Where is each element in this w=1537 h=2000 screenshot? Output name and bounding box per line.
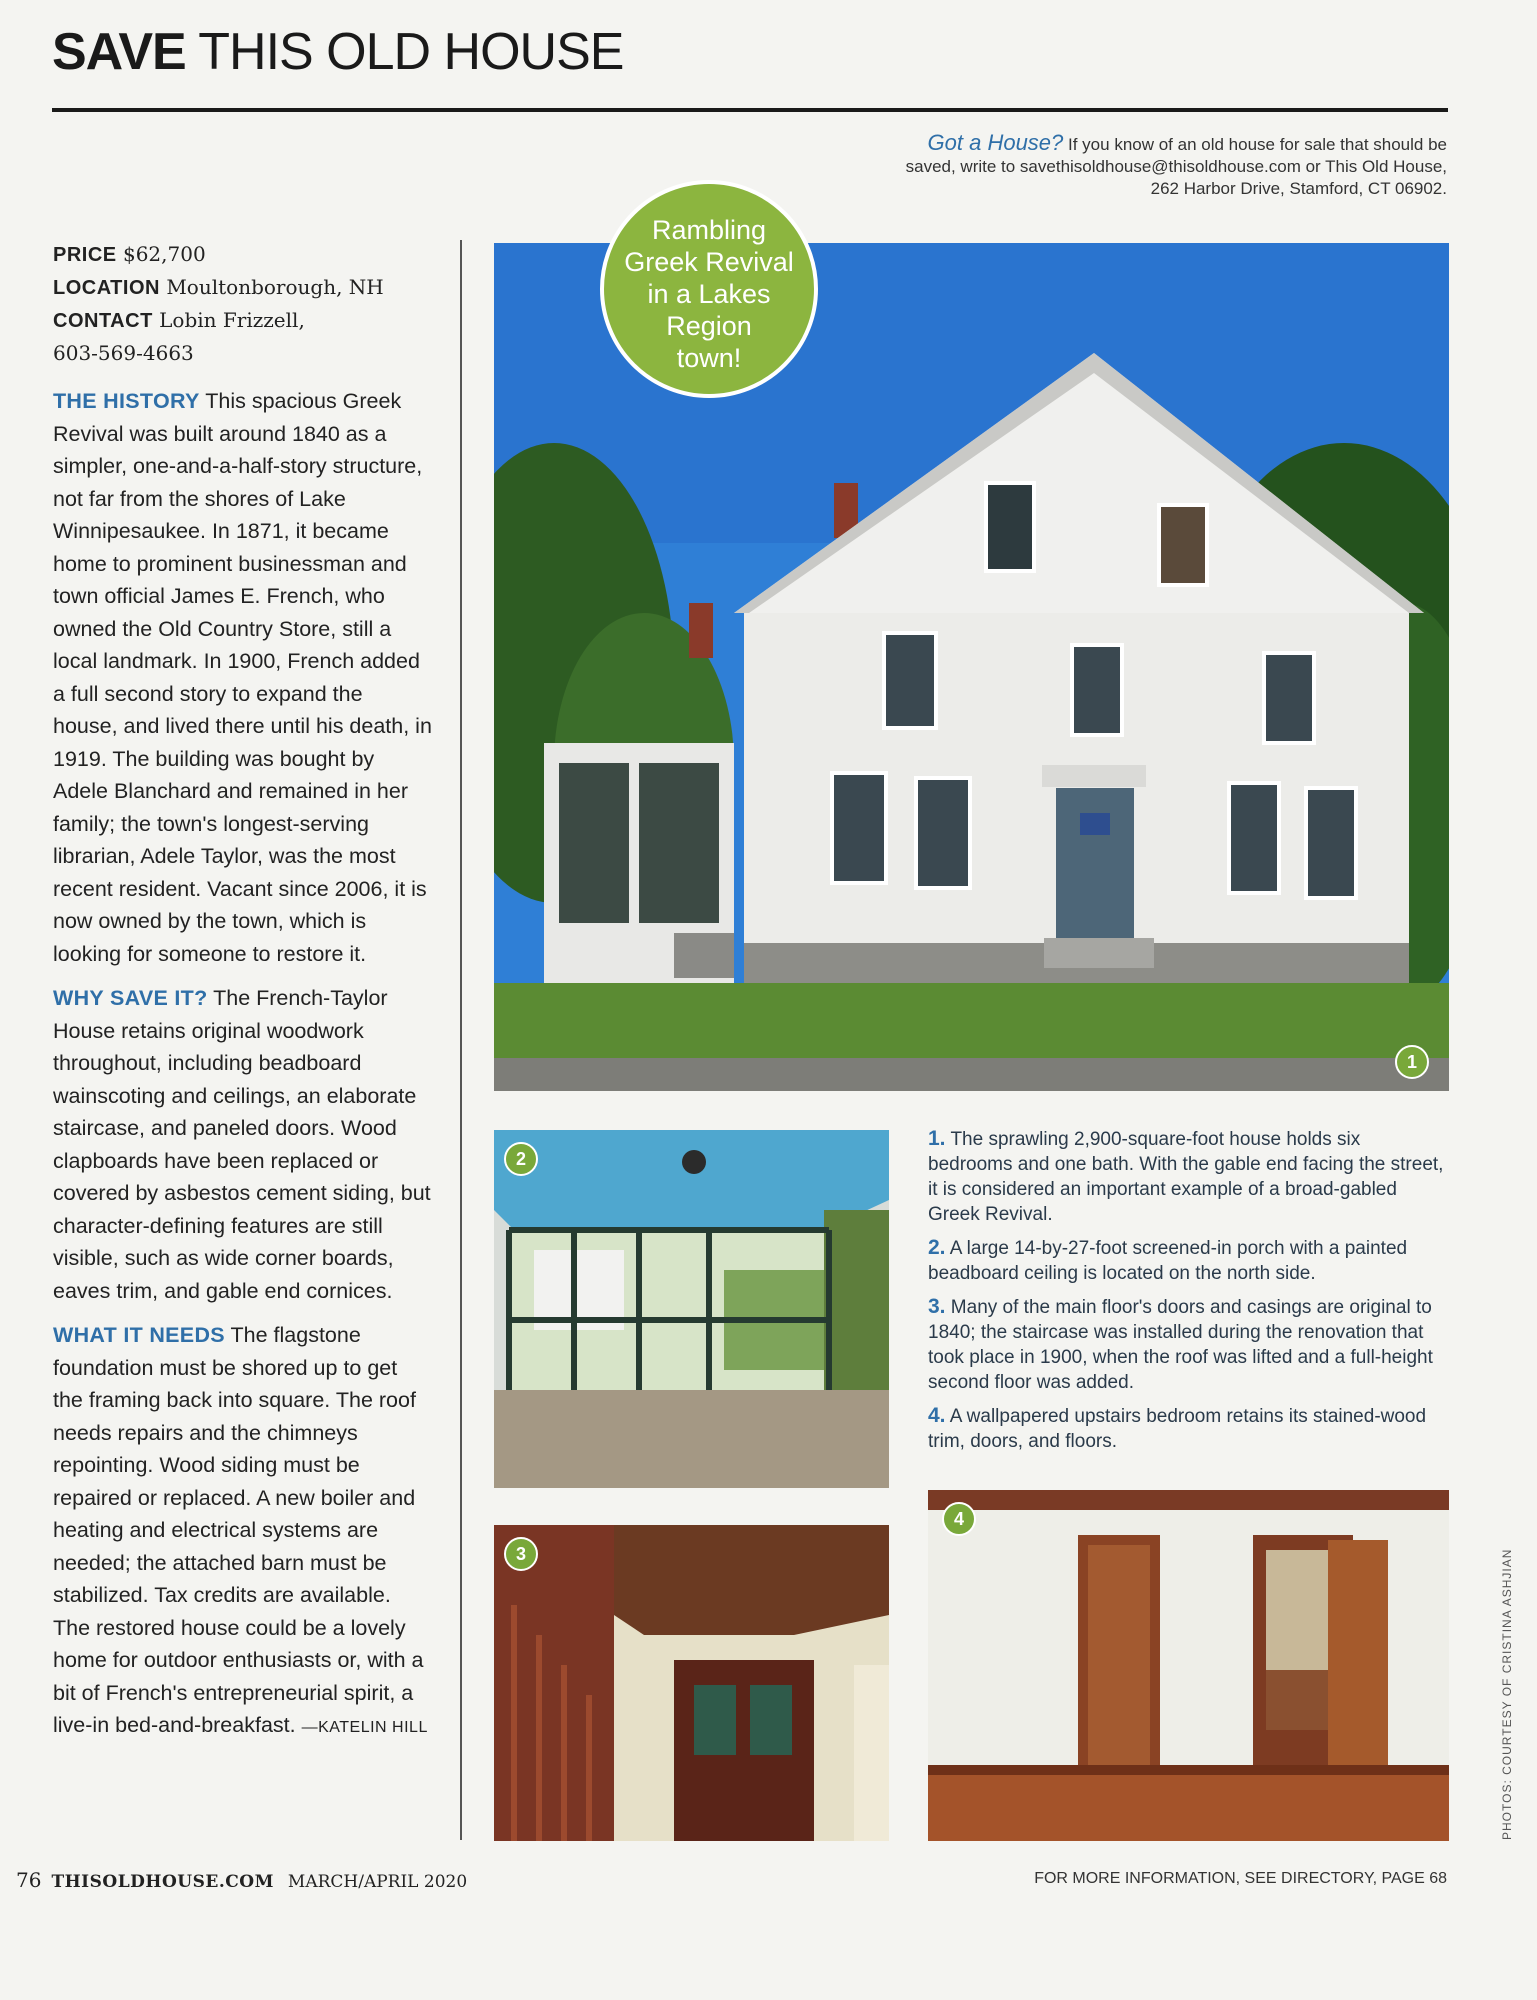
bedroom-illustration	[928, 1490, 1449, 1841]
needs-text: The flagstone foundation must be shored up to get the framing back into square. The roof needs repairs and the chimneys repointing. Wood siding must be repaired or replaced. A new boiler and heating and electrical systems are needed; the attached barn must be stabilized. Tax credits are available. The restored house could be a lovely home for outdoor enthusiasts or, with a bit of French's entrepreneurial spirit, a live-in bed-and-breakfast.	[53, 1323, 424, 1737]
footer-directory-note: FOR MORE INFORMATION, SEE DIRECTORY, PAGE 68	[1034, 1870, 1447, 1887]
why-paragraph	[53, 982, 433, 1307]
why-text: The French-Taylor House retains original woodwork throughout, including beadboard wainscoting and ceilings, an elaborate staircase, and paneled doors. Wood clapboards have been replaced or covered by asbestos cement siding, but character-defining features are still visible, such as wide corner boards, eaves trim, and gable end cornices.	[53, 986, 431, 1303]
section-title	[52, 22, 623, 82]
footer-issue: MARCH/APRIL 2020	[287, 1872, 468, 1892]
caption-1	[928, 1126, 1448, 1227]
phone-row: 603-569-4663	[53, 341, 194, 365]
got-a-house-text: If you know of an old house for sale that should be saved, write to savethisoldhouse@thisoldhouse.com or This Old House, 262 Harbor Drive, Stamford, CT 06902.	[905, 135, 1447, 198]
price-value: $62,700	[122, 242, 206, 266]
byline: —KATELIN HILL	[301, 1719, 428, 1736]
price-row	[53, 238, 433, 271]
contact-row	[53, 304, 433, 337]
needs-paragraph	[53, 1319, 433, 1745]
got-a-house-lead: Got a House?	[927, 130, 1064, 155]
caption-4	[928, 1403, 1448, 1454]
footer-folio	[16, 1868, 467, 1892]
history-paragraph	[53, 385, 433, 970]
article-body	[53, 238, 433, 1757]
staircase-illustration	[494, 1525, 889, 1841]
photo-captions	[928, 1126, 1448, 1462]
history-text: This spacious Greek Revival was built around 1840 as a simpler, one-and-a-half-story structure, not far from the shores of Lake Winnipesaukee. In 1871, it became home to prominent businessman and town official James E. French, who owned the Old Country Store, still a local landmark. In 1900, French added a full second story to expand the house, and lived there until his death, in 1919. The building was bought by Adele Blanchard and remained in her family; the town's longest-serving librarian, Adele Taylor, was the most recent resident. Vacant since 2006, it is now owned by the town, which is looking for someone to restore it.	[53, 389, 432, 966]
caption-4-number: 4.	[928, 1404, 946, 1427]
why-label: WHY SAVE IT?	[53, 986, 208, 1010]
caption-1-number: 1.	[928, 1127, 946, 1150]
footer-site: THISOLDHOUSE.COM	[51, 1872, 274, 1892]
photo-number-4: 4	[942, 1502, 976, 1536]
column-rule	[460, 240, 462, 1840]
caption-2-text: A large 14-by-27-foot screened-in porch with a painted beadboard ceiling is located on the north side.	[928, 1238, 1408, 1284]
caption-3	[928, 1294, 1448, 1395]
section-title-bold: SAVE	[52, 23, 186, 81]
contact-value: Lobin Frizzell,	[159, 308, 305, 332]
contact-label: CONTACT	[53, 310, 153, 332]
callout-line-2: Greek Revival	[624, 247, 794, 277]
photo-number-2: 2	[504, 1142, 538, 1176]
house-facts	[53, 238, 433, 369]
callout-circle	[600, 180, 818, 398]
photo-credit: PHOTOS: COURTESY OF CRISTINA ASHJIAN	[1500, 1548, 1514, 1840]
photo-screened-porch	[494, 1130, 889, 1488]
caption-2	[928, 1235, 1448, 1286]
photo-number-3: 3	[504, 1537, 538, 1571]
location-label: LOCATION	[53, 277, 160, 299]
photo-number-1: 1	[1395, 1045, 1429, 1079]
section-title-light: THIS OLD HOUSE	[198, 23, 624, 81]
photo-bedroom	[928, 1490, 1449, 1841]
caption-1-text: The sprawling 2,900-square-foot house holds six bedrooms and one bath. With the gable end facing the street, it is considered an important example of a broad-gabled Greek Revival.	[928, 1129, 1444, 1225]
price-label: PRICE	[53, 244, 117, 266]
callout-line-1: Rambling	[651, 215, 767, 245]
screened-porch-illustration	[494, 1130, 889, 1488]
header-rule	[52, 108, 1448, 112]
needs-label: WHAT IT NEEDS	[53, 1323, 225, 1347]
caption-4-text: A wallpapered upstairs bedroom retains its stained-wood trim, doors, and floors.	[928, 1406, 1427, 1452]
caption-2-number: 2.	[928, 1236, 946, 1259]
caption-3-text: Many of the main floor's doors and casings are original to 1840; the staircase was installed during the renovation that took place in 1900, when the roof was lifted and a full-height second floor was added.	[928, 1297, 1433, 1393]
callout-line-4: Region	[666, 311, 752, 341]
page-number: 76	[16, 1868, 42, 1892]
location-row	[53, 271, 433, 304]
callout-line-3: in a Lakes	[647, 279, 771, 309]
caption-3-number: 3.	[928, 1295, 946, 1318]
got-a-house-note	[887, 132, 1447, 200]
photo-staircase	[494, 1525, 889, 1841]
callout-line-5: town!	[676, 343, 742, 373]
history-label: THE HISTORY	[53, 389, 200, 413]
location-value: Moultonborough, NH	[166, 275, 384, 299]
